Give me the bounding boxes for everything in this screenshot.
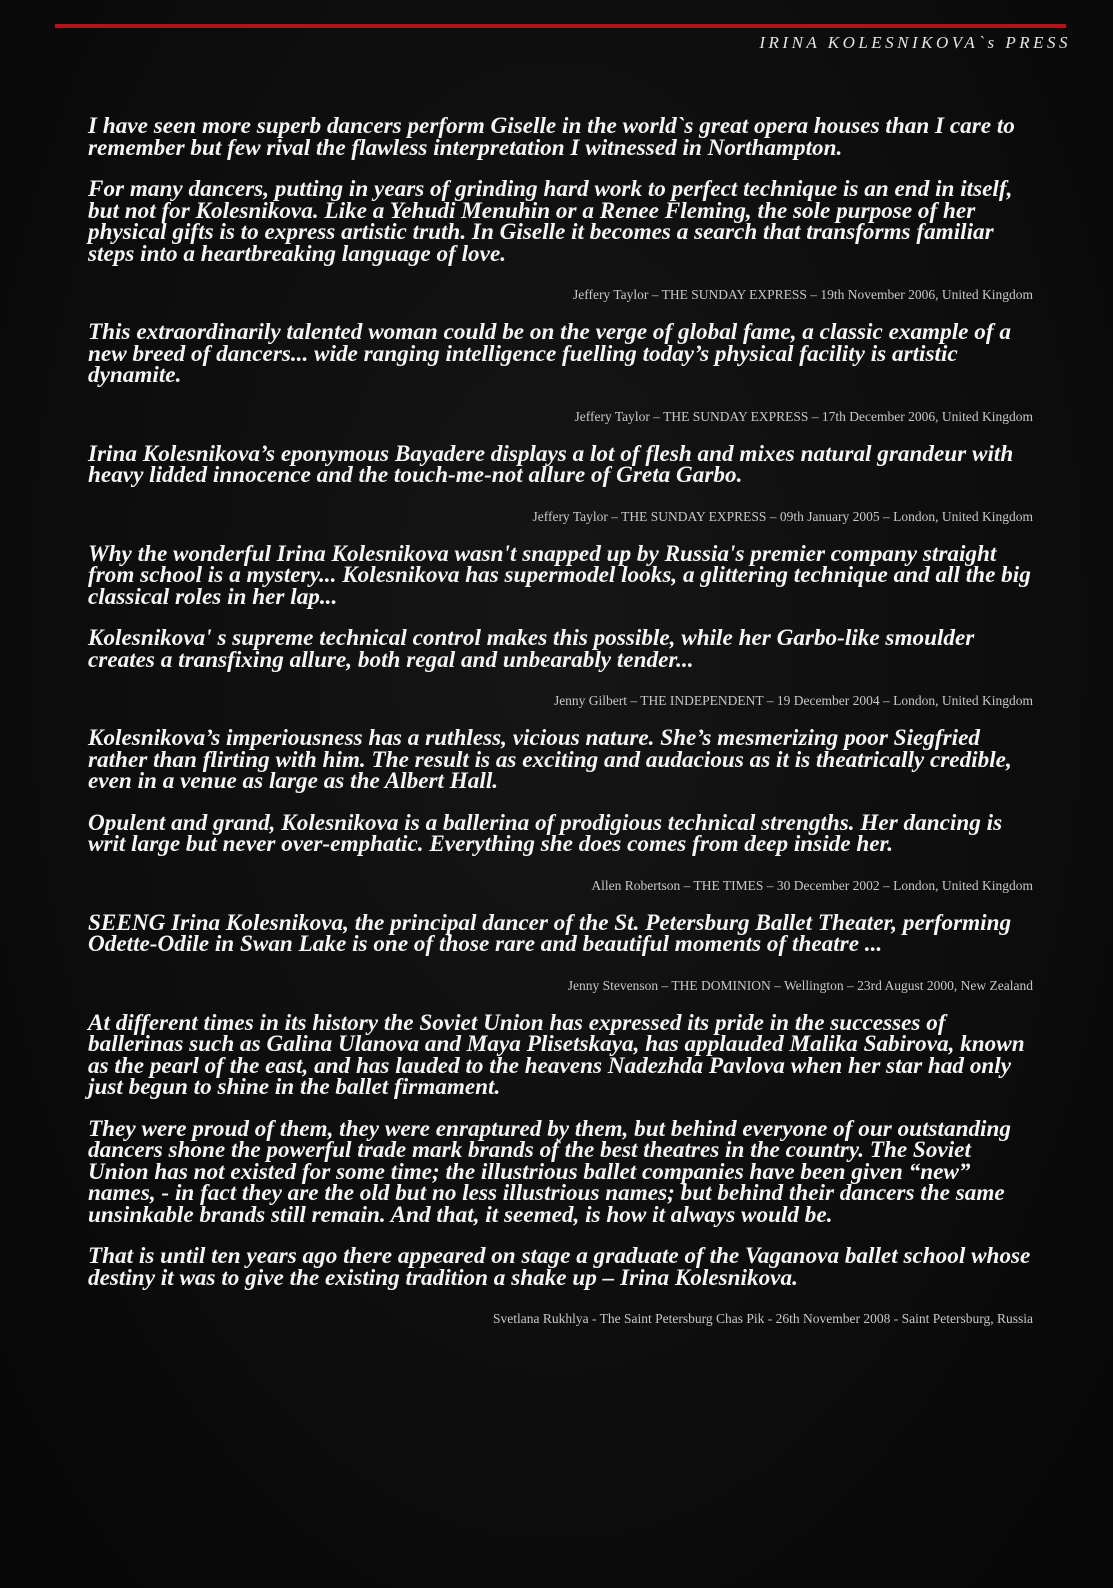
review-credit: Jenny Gilbert – THE INDEPENDENT – 19 December 2004 – London, United Kingdom xyxy=(553,693,1033,708)
header-rule xyxy=(55,24,1066,28)
review-quote: They were proud of them, they were enraptured by them, but behind everyone of our outstanding dancers shone the powerful trade mark brands of the best theatres in the country. The Soviet Union has not existed for some time; the illustrious ballet companies have been given “new” names, - in fact they are the old but no less illustrious names; but behind their dancers the same unsinkable brands still remain. And that, it seemed, is how it always would be. xyxy=(88,1115,1011,1228)
review-quote: Irina Kolesnikova’s eponymous Bayadere displays a lot of flesh and mixes natural grandeur with heavy lidded innocence and the touch-me-not allure of Greta Garbo. xyxy=(88,440,1014,488)
review-quote: Kolesnikova' s supreme technical control makes this possible, while her Garbo-like smoulder creates a transfixing allure, both regal and unbearably tender... xyxy=(88,625,975,673)
review-credit: Jeffery Taylor – THE SUNDAY EXPRESS – 19th November 2006, United Kingdom xyxy=(572,287,1033,302)
review-quote: At different times in its history the Soviet Union has expressed its pride in the successes of ballerinas such as Galina Ulanova and Maya Plisetskaya, has applauded Malika Sabirova, known as the pearl of the east, and has lauded to the heavens Nadezhda Pavlova when her star had only just begun to shine in the ballet firmament. xyxy=(88,1009,1025,1100)
review-quote: For many dancers, putting in years of grinding hard work to perfect technique is an end in itself, but not for Kolesnikova. Like a Yehudi Menuhin or a Renee Fleming, the sole purpose of her physical gifts is to express artistic truth. In Giselle it becomes a search that transforms familiar steps into a heartbreaking language of love. xyxy=(88,176,1013,267)
review-block xyxy=(88,113,1033,303)
review-quote: That is until ten years ago there appeared on stage a graduate of the Vaganova ballet school whose destiny it was to give the existing tradition a shake up – Irina Kolesnikova. xyxy=(88,1243,1031,1291)
review-credit: Jenny Stevenson – THE DOMINION – Wellington – 23rd August 2000, New Zealand xyxy=(567,977,1033,993)
review-block xyxy=(88,540,1033,710)
review-quote: Why the wonderful Irina Kolesnikova wasn't snapped up by Russia's premier company straight from school is a mystery... Kolesnikova has supermodel looks, a glittering technique and all the big classical roles in her lap... xyxy=(88,540,1031,610)
review-block xyxy=(88,319,1033,425)
review-quote: This extraordinarily talented woman could be on the verge of global fame, a classic example of a new breed of dancers... wide ranging intelligence fuelling today’s physical facility is artistic dynamite. xyxy=(88,319,1011,388)
review-block xyxy=(88,909,1033,994)
review-credit: Svetlana Rukhlya - The Saint Petersburg Chas Pik - 26th November 2008 - Saint Petersburg, Russia xyxy=(493,1311,1033,1326)
review-quote: SEENG Irina Kolesnikova, the principal dancer of the St. Petersburg Ballet Theater, performing Odette-Odile in Swan Lake is one of those rare and beautiful moments of theatre ... xyxy=(88,909,1012,957)
review-quote: Opulent and grand, Kolesnikova is a ballerina of prodigious technical strengths. Her dancing is writ large but never over-emphatic. Everything she does comes from deep inside her. xyxy=(88,809,1003,857)
review-block xyxy=(88,1009,1033,1328)
reviews-list xyxy=(88,113,1033,1327)
review-block xyxy=(88,725,1033,894)
review-credit: Jeffery Taylor – THE SUNDAY EXPRESS – 09th January 2005 – London, United Kingdom xyxy=(532,508,1033,524)
review-block xyxy=(88,440,1033,525)
review-credit: Jeffery Taylor – THE SUNDAY EXPRESS – 17th December 2006, United Kingdom xyxy=(574,408,1033,424)
page-title: IRINA KOLESNIKOVA`s PRESS xyxy=(759,33,1071,52)
review-quote: I have seen more superb dancers perform Giselle in the world`s great opera houses than I care to remember but few rival the flawless interpretation I witnessed in Northampton. xyxy=(88,113,1015,161)
review-quote: Kolesnikova’s imperiousness has a ruthless, vicious nature. She’s mesmerizing poor Siegfried rather than flirting with him. The result is as exciting and audacious as it is theatrically credible, even in a venue as large as the Albert Hall. xyxy=(88,725,1012,794)
review-credit: Allen Robertson – THE TIMES – 30 December 2002 – London, United Kingdom xyxy=(591,877,1033,893)
